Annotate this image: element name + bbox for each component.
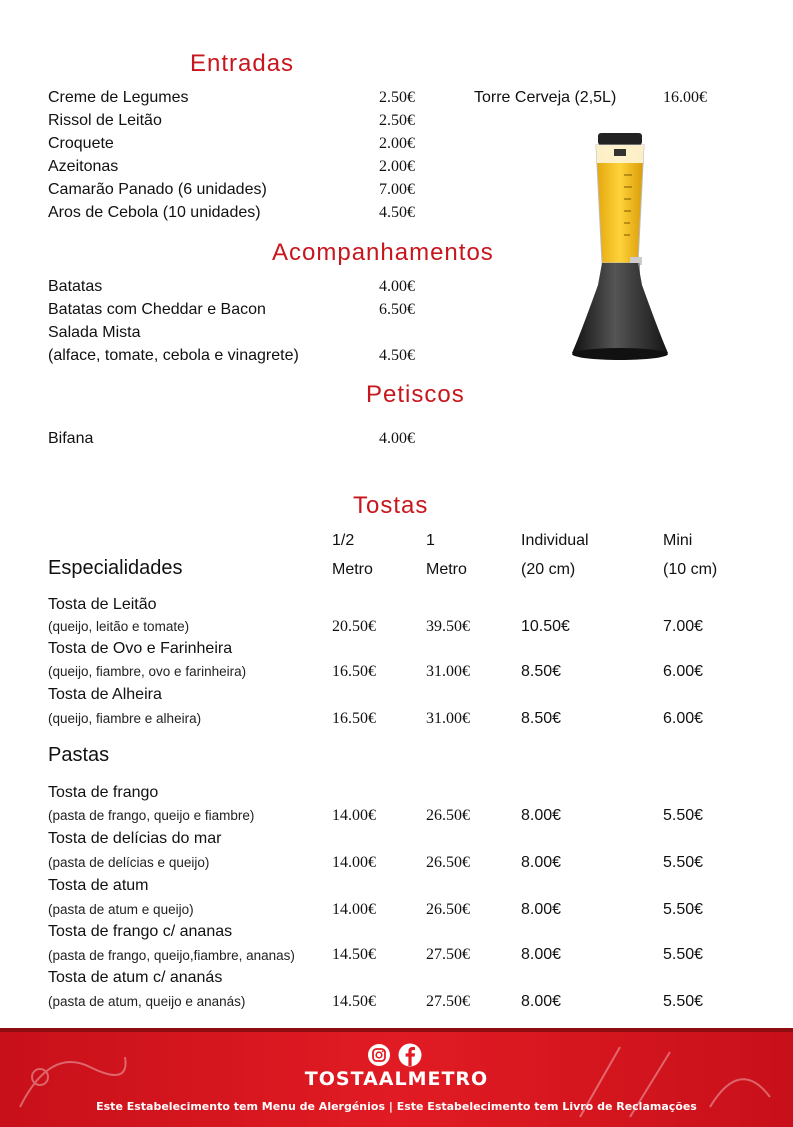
tosta-price: 8.50€ (521, 710, 562, 727)
entradas-item-name: Camarão Panado (6 unidades) (48, 181, 267, 198)
tosta-price: 8.00€ (521, 807, 562, 824)
tosta-price: 8.50€ (521, 663, 562, 680)
tosta-price: 8.00€ (521, 854, 562, 871)
tosta-detail: (pasta de frango, queijo e fiambre) (48, 808, 255, 823)
social-icons (366, 1042, 426, 1068)
tosta-price: 20.50€ (332, 618, 376, 635)
entradas-item-name: Azeitonas (48, 158, 119, 175)
tosta-detail: (queijo, fiambre e alheira) (48, 711, 202, 726)
column-header: Metro (332, 561, 373, 578)
tosta-price: 27.50€ (426, 946, 470, 963)
tosta-name: Tosta de delícias do mar (48, 830, 222, 847)
tosta-price: 5.50€ (663, 993, 704, 1010)
tosta-price: 26.50€ (426, 807, 470, 824)
column-header: (20 cm) (521, 561, 576, 578)
tosta-name: Tosta de Leitão (48, 596, 157, 613)
entradas-item-price: 2.50€ (379, 112, 415, 129)
tosta-name: Tosta de atum (48, 877, 149, 894)
tosta-price: 16.50€ (332, 663, 376, 680)
tosta-name: Tosta de frango (48, 784, 159, 801)
tosta-name: Tosta de atum c/ ananás (48, 969, 223, 986)
acompanhamento-item-name: Batatas (48, 278, 103, 295)
tosta-price: 26.50€ (426, 854, 470, 871)
brand-name: TOSTAALMETRO (304, 1068, 489, 1090)
footer-banner (0, 1028, 793, 1127)
torre-price: 16.00€ (663, 89, 707, 106)
acompanhamento-item-detail: (alface, tomate, cebola e vinagrete) (48, 347, 299, 364)
acompanhamentos-title: Acompanhamentos (272, 239, 494, 266)
tosta-price: 5.50€ (663, 901, 704, 918)
tosta-price: 27.50€ (426, 993, 470, 1010)
column-header: 1/2 (332, 532, 355, 549)
entradas-item-price: 4.50€ (379, 204, 415, 221)
tosta-detail: (queijo, leitão e tomate) (48, 619, 190, 634)
facebook-icon (399, 1044, 422, 1067)
legal-notice: Este Estabelecimento tem Menu de Alergénios | Este Estabelecimento tem Livro de Reclamações (96, 1100, 697, 1113)
tosta-price: 8.00€ (521, 901, 562, 918)
entradas-title: Entradas (190, 50, 295, 77)
tosta-price: 8.00€ (521, 946, 562, 963)
tosta-price: 14.00€ (332, 901, 376, 918)
petiscos-title: Petiscos (366, 381, 465, 408)
column-header: Individual (521, 532, 589, 549)
tosta-price: 31.00€ (426, 710, 470, 727)
acompanhamento-item-name: Salada Mista (48, 324, 141, 341)
entradas-item-price: 2.00€ (379, 158, 415, 175)
petisco-item-name: Bifana (48, 430, 94, 447)
torre-name: Torre Cerveja (2,5L) (474, 89, 617, 106)
tosta-price: 26.50€ (426, 901, 470, 918)
entradas-item-price: 2.00€ (379, 135, 415, 152)
acompanhamento-item-price: 4.50€ (379, 347, 415, 364)
instagram-icon (368, 1044, 390, 1066)
tosta-detail: (queijo, fiambre, ovo e farinheira) (48, 664, 247, 679)
tosta-detail: (pasta de atum e queijo) (48, 902, 194, 917)
column-header: Metro (426, 561, 467, 578)
pastas-title: Pastas (48, 744, 110, 766)
petisco-item-price: 4.00€ (379, 430, 415, 447)
tosta-price: 8.00€ (521, 993, 562, 1010)
column-header: Mini (663, 532, 693, 549)
especialidades-title: Especialidades (48, 557, 183, 579)
tosta-price: 39.50€ (426, 618, 470, 635)
tosta-name: Tosta de frango c/ ananas (48, 923, 233, 940)
entradas-item-name: Aros de Cebola (10 unidades) (48, 204, 261, 221)
tosta-detail: (pasta de delícias e queijo) (48, 855, 210, 870)
beer-tower-image (560, 125, 680, 370)
tosta-price: 14.00€ (332, 807, 376, 824)
tosta-price: 5.50€ (663, 946, 704, 963)
acompanhamento-item-name: Batatas com Cheddar e Bacon (48, 301, 266, 318)
tosta-price: 14.50€ (332, 993, 376, 1010)
acompanhamento-item-price: 4.00€ (379, 278, 415, 295)
tosta-name: Tosta de Ovo e Farinheira (48, 640, 233, 657)
tosta-price: 7.00€ (663, 618, 704, 635)
tosta-price: 14.00€ (332, 854, 376, 871)
tosta-price: 6.00€ (663, 663, 704, 680)
tosta-price: 31.00€ (426, 663, 470, 680)
tosta-price: 14.50€ (332, 946, 376, 963)
tosta-price: 6.00€ (663, 710, 704, 727)
entradas-item-price: 7.00€ (379, 181, 415, 198)
column-header: 1 (426, 532, 435, 549)
tosta-price: 10.50€ (521, 618, 570, 635)
tosta-detail: (pasta de frango, queijo,fiambre, ananas) (48, 948, 295, 963)
tostas-title: Tostas (353, 492, 429, 519)
entradas-item-name: Rissol de Leitão (48, 112, 162, 129)
tosta-detail: (pasta de atum, queijo e ananás) (48, 994, 246, 1009)
entradas-item-name: Creme de Legumes (48, 89, 189, 106)
tosta-name: Tosta de Alheira (48, 686, 162, 703)
entradas-item-price: 2.50€ (379, 89, 415, 106)
tosta-price: 5.50€ (663, 807, 704, 824)
column-header: (10 cm) (663, 561, 718, 578)
tosta-price: 16.50€ (332, 710, 376, 727)
acompanhamento-item-price: 6.50€ (379, 301, 415, 318)
entradas-item-name: Croquete (48, 135, 114, 152)
tosta-price: 5.50€ (663, 854, 704, 871)
